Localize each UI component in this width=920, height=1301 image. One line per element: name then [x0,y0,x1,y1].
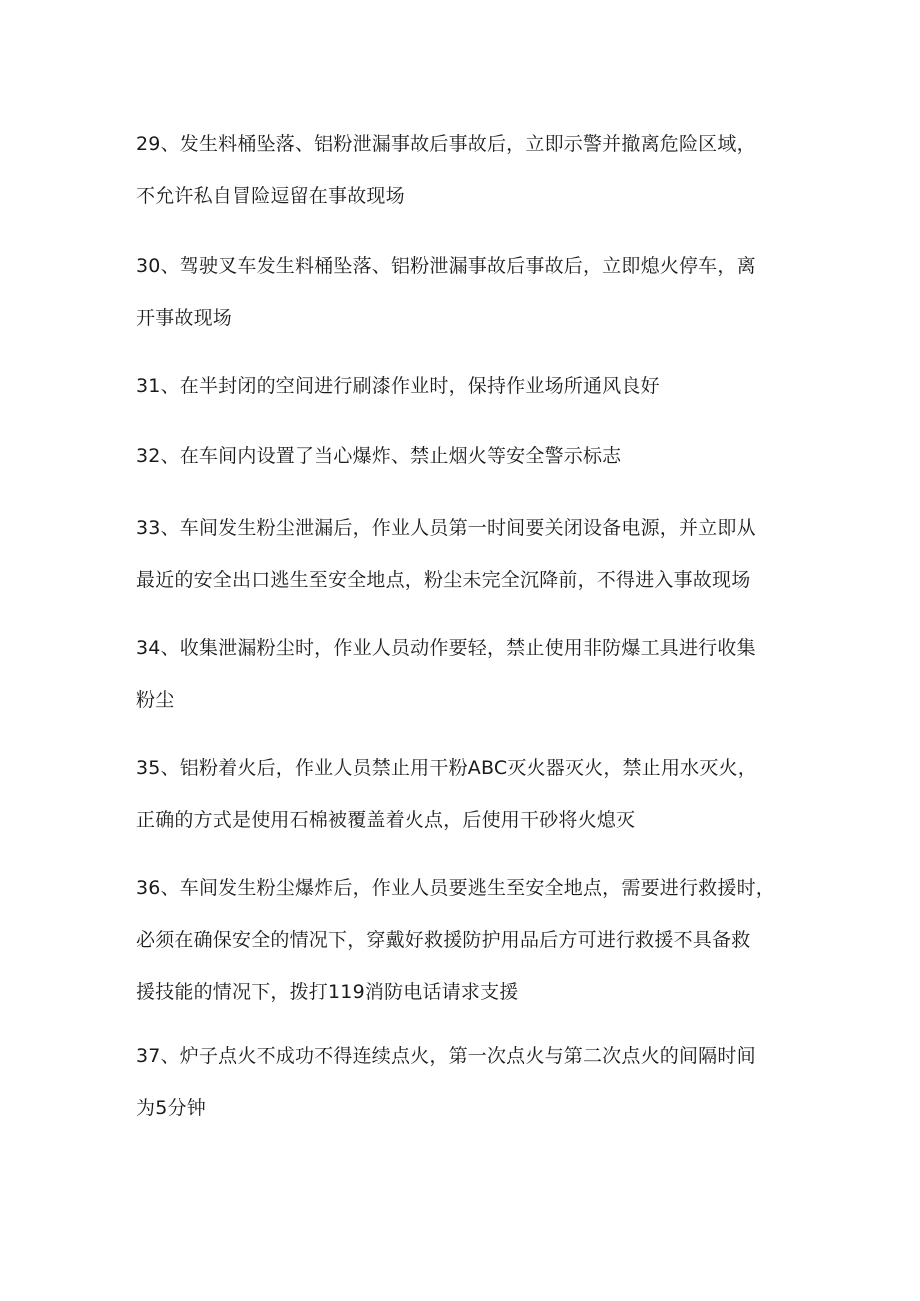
item-line: 36、车间发生粉尘爆炸后，作业人员要逃生至安全地点，需要进行救援时， [136,877,775,899]
item-line: 35、铝粉着火后，作业人员禁止用干粉ABC灭火器灭火，禁止用水灭火， [136,757,757,779]
item-line: 29、发生料桶坠落、铝粉泄漏事故后事故后，立即示警并撤离危险区域， [136,133,756,155]
list-item-35 [136,756,796,832]
item-line: 不允许私自冒险逗留在事故现场 [136,185,405,207]
item-line: 必须在确保安全的情况下，穿戴好救援防护用品后方可进行救援不具备救 [136,929,751,951]
list-item-37 [136,1044,796,1120]
list-item-29 [136,132,796,208]
list-item-33 [136,516,796,592]
item-line: 32、在车间内设置了当心爆炸、禁止烟火等安全警示标志 [136,445,622,467]
item-line: 最近的安全出口逃生至安全地点，粉尘未完全沉降前，不得进入事故现场 [136,569,751,591]
list-item-30 [136,254,796,330]
item-line: 为5分钟 [136,1097,206,1119]
item-line: 30、驾驶叉车发生料桶坠落、铝粉泄漏事故后事故后，立即熄火停车，离 [136,255,756,277]
item-line: 开事故现场 [136,307,233,329]
item-line: 33、车间发生粉尘泄漏后，作业人员第一时间要关闭设备电源，并立即从 [136,517,756,539]
item-line: 31、在半封闭的空间进行刷漆作业时，保持作业场所通风良好 [136,375,660,397]
list-item-34 [136,636,796,712]
item-line: 正确的方式是使用石棉被覆盖着火点，后使用干砂将火熄灭 [136,809,636,831]
item-line: 粉尘 [136,689,175,711]
list-item-32 [136,444,796,468]
item-line: 37、炉子点火不成功不得连续点火，第一次点火与第二次点火的间隔时间 [136,1045,756,1067]
item-line: 援技能的情况下，拨打119消防电话请求支援 [136,981,519,1003]
list-item-36 [136,876,796,1004]
list-item-31 [136,374,796,398]
item-line: 34、收集泄漏粉尘时，作业人员动作要轻，禁止使用非防爆工具进行收集 [136,637,756,659]
